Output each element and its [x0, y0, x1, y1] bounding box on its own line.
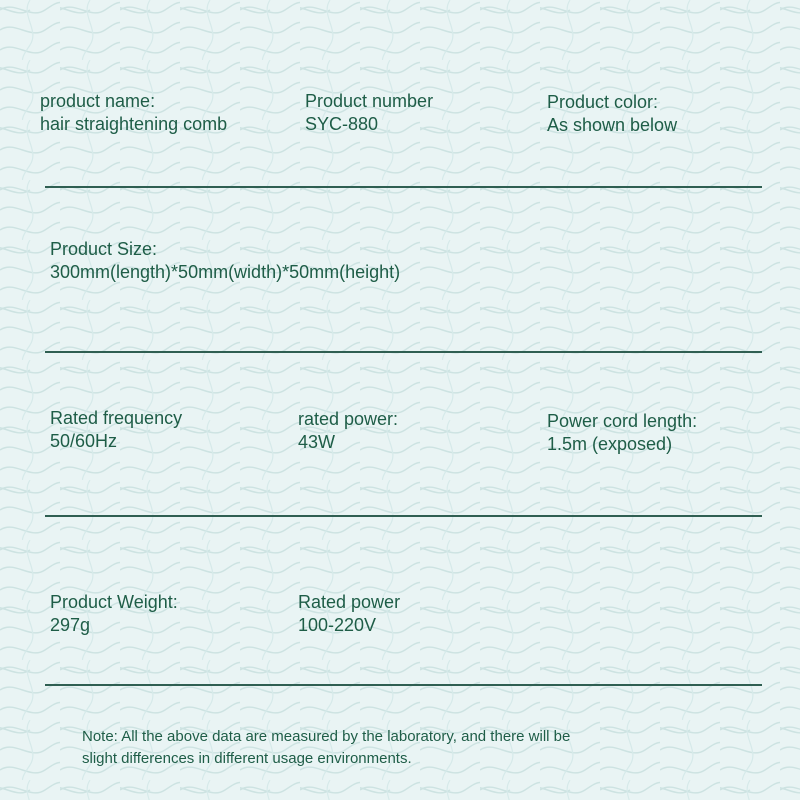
rated-power-field — [298, 408, 398, 454]
power-cord-length-label: Power cord length: — [547, 411, 698, 431]
product-size-label: Product Size: — [50, 239, 158, 259]
divider-4 — [45, 684, 762, 686]
rated-frequency-field — [50, 407, 182, 453]
product-number-label: Product number — [305, 91, 434, 111]
footnote-line-1: Note: All the above data are measured by the laboratory, and there will be — [82, 728, 571, 745]
footnote — [82, 726, 722, 770]
rated-power-label: rated power: — [298, 409, 399, 429]
product-weight-label: Product Weight: — [50, 592, 178, 612]
divider-2 — [45, 351, 762, 353]
rated-voltage-value: 100-220V — [298, 615, 377, 635]
product-size-value: 300mm(length)*50mm(width)*50mm(height) — [50, 262, 401, 282]
product-number-value: SYC-880 — [305, 114, 379, 134]
product-color-label: Product color: — [547, 92, 659, 112]
product-color-value: As shown below — [547, 115, 678, 135]
rated-power-value: 43W — [298, 432, 336, 452]
product-name-value: hair straightening comb — [40, 114, 228, 134]
product-name-field — [40, 90, 227, 136]
power-cord-length-field — [547, 410, 697, 456]
divider-1 — [45, 186, 762, 188]
divider-3 — [45, 515, 762, 517]
rated-voltage-field — [298, 591, 400, 637]
product-weight-field — [50, 591, 178, 637]
product-name-label: product name: — [40, 91, 156, 111]
product-color-field — [547, 91, 677, 137]
product-number-field — [305, 90, 433, 136]
rated-voltage-label: Rated power — [298, 592, 401, 612]
footnote-line-2: slight differences in different usage environments. — [82, 750, 412, 767]
product-size-field — [50, 238, 400, 284]
product-weight-value: 297g — [50, 615, 91, 635]
rated-frequency-value: 50/60Hz — [50, 431, 118, 451]
power-cord-length-value: 1.5m (exposed) — [547, 434, 673, 454]
rated-frequency-label: Rated frequency — [50, 408, 183, 428]
